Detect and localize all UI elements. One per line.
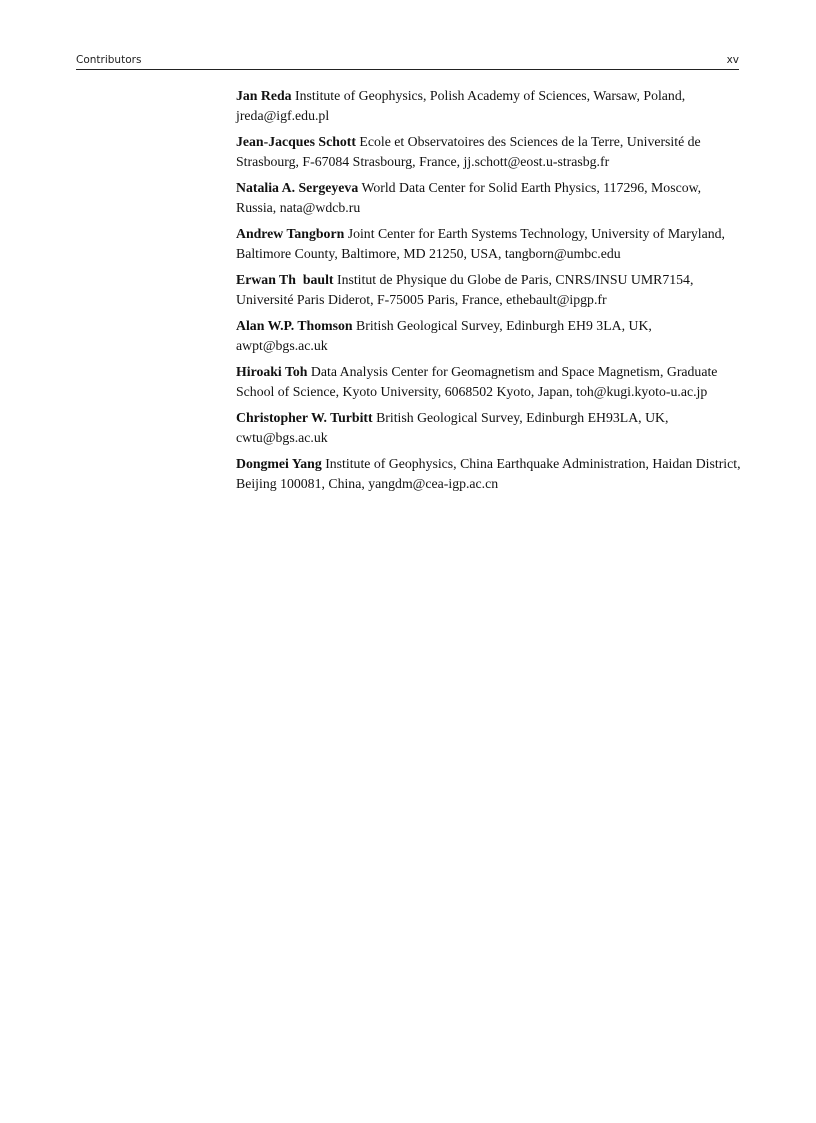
contributor-affiliation: World Data Center for Solid Earth Physics, 117296, Moscow, Russia, [236, 180, 702, 215]
contributor-email: tangborn@umbc.edu [504, 246, 621, 261]
contributor-name: Erwan Th bault [236, 272, 334, 287]
section-title: Contributors [76, 54, 142, 66]
contributor-entry [236, 224, 744, 264]
contributor-name: Jan Reda [236, 88, 292, 103]
contributor-name: Alan W.P. Thomson [236, 318, 353, 333]
contributor-affiliation: Institute of Geophysics, China Earthquake Administration, Haidan District, Beijing 100081, China, [236, 456, 741, 491]
contributor-affiliation: Data Analysis Center for Geomagnetism and Space Magnetism, Graduate School of Science, Kyoto University, 6068502 Kyoto, Japan, [236, 364, 718, 399]
contributor-entry [236, 316, 744, 356]
contributor-entry [236, 178, 744, 218]
contributor-name: Andrew Tangborn [236, 226, 345, 241]
contributor-affiliation: British Geological Survey, Edinburgh EH93LA, UK, [376, 410, 669, 425]
contributor-name: Dongmei Yang [236, 456, 322, 471]
contributor-affiliation: Ecole et Observatoires des Sciences de la Terre, Université de Strasbourg, F-67084 Strasbourg, France, [236, 134, 701, 169]
page-number: xv [726, 54, 739, 66]
contributor-name: Christopher W. Turbitt [236, 410, 373, 425]
contributor-affiliation: Institut de Physique du Globe de Paris, CNRS/INSU UMR7154, Université Paris Diderot, F-75005 Paris, France, [236, 272, 694, 307]
contributor-email: toh@kugi.kyoto-u.ac.jp [576, 384, 708, 399]
contributor-email: yangdm@cea-igp.ac.cn [368, 476, 499, 491]
contributor-email: cwtu@bgs.ac.uk [236, 430, 328, 445]
contributor-entry [236, 132, 744, 172]
contributor-entry [236, 408, 744, 448]
contributor-affiliation: British Geological Survey, Edinburgh EH9 3LA, UK, [356, 318, 652, 333]
contributor-email: jreda@igf.edu.pl [236, 108, 330, 123]
contributor-email: jj.schott@eost.u-strasbg.fr [463, 154, 610, 169]
contributor-name: Jean-Jacques Schott [236, 134, 356, 149]
contributor-list [236, 86, 744, 500]
contributor-email: ethebault@ipgp.fr [506, 292, 607, 307]
contributor-email: nata@wdcb.ru [279, 200, 361, 215]
running-head [76, 53, 739, 70]
contributor-entry [236, 362, 744, 402]
contributor-email: awpt@bgs.ac.uk [236, 338, 328, 353]
contributor-entry [236, 454, 744, 494]
contributor-name: Hiroaki Toh [236, 364, 308, 379]
contributor-affiliation: Joint Center for Earth Systems Technology, University of Maryland, Baltimore County, Baltimore, MD 21250, USA, [236, 226, 725, 261]
contributor-entry [236, 270, 744, 310]
contributor-name: Natalia A. Sergeyeva [236, 180, 359, 195]
contributor-entry [236, 86, 744, 126]
contributor-affiliation: Institute of Geophysics, Polish Academy of Sciences, Warsaw, Poland, [295, 88, 686, 103]
